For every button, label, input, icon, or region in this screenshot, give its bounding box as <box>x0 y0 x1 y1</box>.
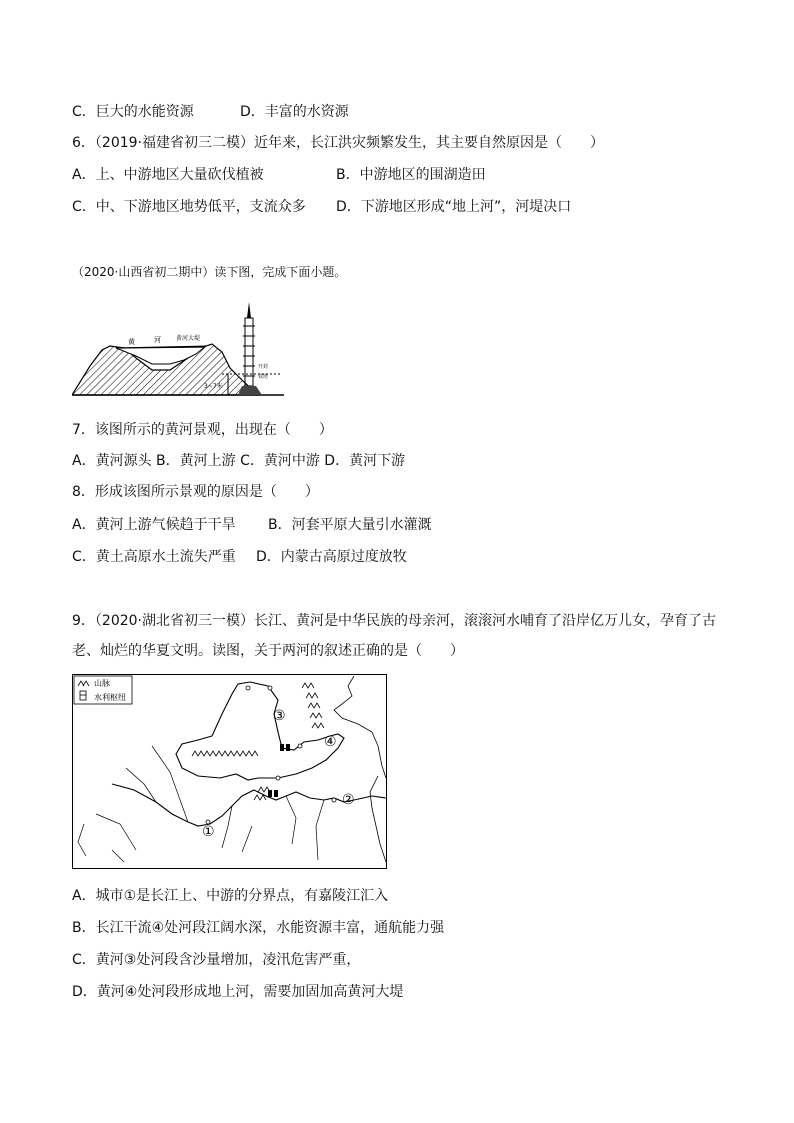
q8-option-c: C．黄土高原水土流失严重 <box>72 549 236 565</box>
marker-1: ① <box>202 824 215 840</box>
q8-option-d: D．内蒙古高原过度放牧 <box>256 549 407 565</box>
q6-option-c: C．中、下游地区地势低平，支流众多 <box>72 199 306 215</box>
q5-option-d: D．丰富的水资源 <box>240 104 349 120</box>
label-kaifeng: 开封 <box>258 364 269 370</box>
q6-stem: 6．（2019·福建省初三二模）近年来，长江洪灾频繁发生，其主要自然原因是（ ） <box>72 135 604 151</box>
q5-option-row <box>72 102 349 122</box>
label-dike: 黄河大堤 <box>176 335 201 342</box>
q8-option-b: B．河套平原大量引水灌溉 <box>268 517 432 533</box>
q9-option-b: B．长江干流④处河段江阔水深，水能资源丰富，通航能力强 <box>72 920 445 936</box>
legend-dam: 水利枢纽 <box>94 693 126 702</box>
label-huang: 黄 <box>128 338 135 346</box>
q8-option-row-2 <box>72 547 407 567</box>
q6-option-a: A．上、中游地区大量砍伐植被 <box>72 167 264 183</box>
river-cross-section-figure <box>72 296 292 400</box>
marker-3: ③ <box>273 708 286 724</box>
map-legend <box>74 676 132 704</box>
q7-options: A．黄河源头 B．黄河上游 C．黄河中游 D．黄河下游 <box>72 453 406 469</box>
q6-option-row-2 <box>72 197 572 217</box>
group-intro: （2020·山西省初二期中）读下图，完成下面小题。 <box>72 265 347 279</box>
label-he: 河 <box>154 336 161 344</box>
rivers-map <box>72 674 388 870</box>
q6-option-row-1 <box>72 165 486 185</box>
q6-option-b: B．中游地区的围湖造田 <box>336 167 486 183</box>
q9-stem-line-1: 9．（2020·湖北省初三一模）长江、黄河是中华民族的母亲河，滚滚河水哺育了沿岸亿万儿女，孕育了古 <box>72 613 716 629</box>
q9-option-d: D．黄河④处河段形成地上河，需要加固加高黄河大堤 <box>72 984 404 1000</box>
marker-2: ② <box>342 792 355 808</box>
q7-stem: 7．该图所示的黄河景观，出现在（ ） <box>72 422 333 438</box>
marker-4: ④ <box>324 734 337 750</box>
q9-option-c: C．黄河③处河段含沙量增加，凌汛危害严重， <box>72 952 361 968</box>
q9-stem-line-2: 老、灿烂的华夏文明。读图，关于两河的叙述正确的是（ ） <box>72 643 464 659</box>
label-tower: 铁塔 <box>258 374 269 380</box>
q5-option-c: C．巨大的水能资源 <box>72 104 194 120</box>
height-label: 3~7米 <box>204 383 223 390</box>
q8-option-row-1 <box>72 515 432 535</box>
legend-mountain: 山脉 <box>94 679 110 688</box>
q9-option-a: A．城市①是长江上、中游的分界点，有嘉陵江汇入 <box>72 888 389 904</box>
q8-option-a: A．黄河上游气候趋于干旱 <box>72 517 236 533</box>
q6-option-d: D．下游地区形成“地上河”，河堤决口 <box>336 199 572 215</box>
q8-stem: 8．形成该图所示景观的原因是（ ） <box>72 484 319 500</box>
